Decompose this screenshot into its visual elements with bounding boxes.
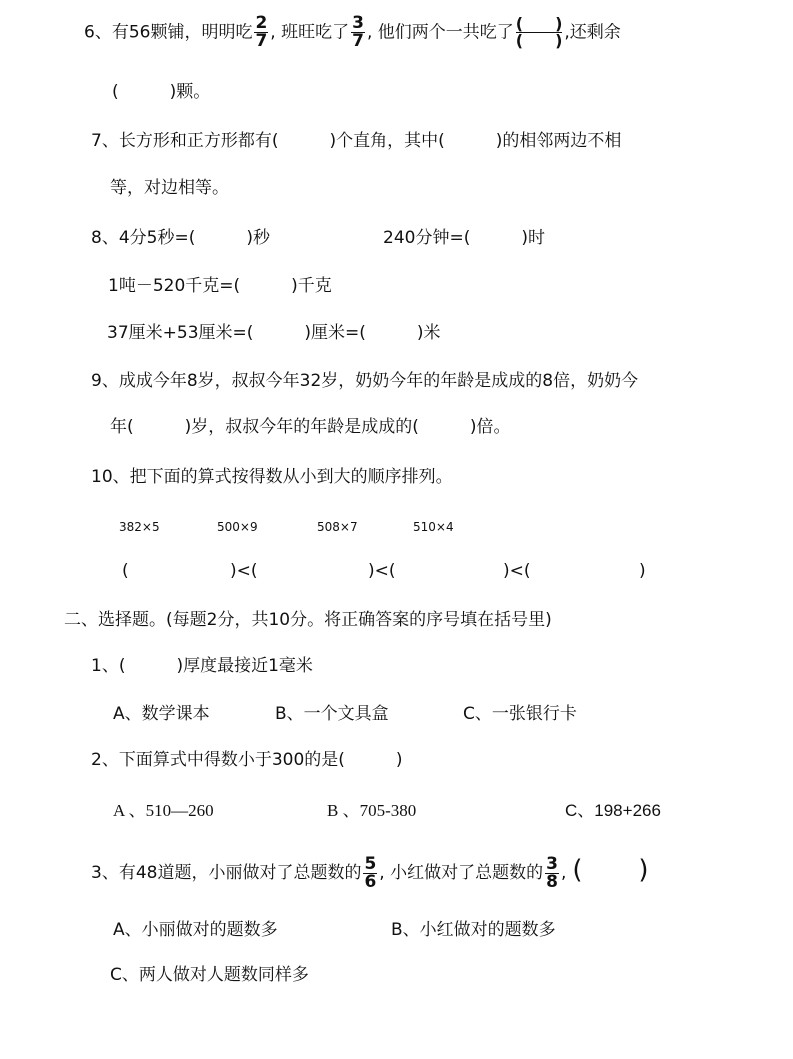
c3-frac2-numerator: 3 [546, 853, 558, 874]
c3-text-c: , [560, 863, 567, 883]
question-8-line-3: 37厘米+53厘米=( )厘米=( )米 [107, 323, 441, 343]
q6-blank-denominator: ( ) [515, 31, 563, 50]
c3-option-c[interactable]: C、两人做对人题数同样多 [110, 965, 309, 985]
question-7-line-2: 等，对边相等。 [110, 178, 229, 198]
choice-2-stem: 2、下面算式中得数小于300的是( ) [91, 750, 403, 770]
c3-frac1-denominator: 6 [364, 871, 377, 892]
q10-order-2: )<( [368, 561, 396, 581]
choice-3-stem [91, 852, 649, 891]
c3-frac2-denominator: 8 [546, 871, 558, 892]
q10-expr-1: 382×5 [119, 520, 160, 534]
question-7-line-1: 7、长方形和正方形都有( )个直角，其中( )的相邻两边不相 [91, 131, 622, 151]
q6-fraction-2 [351, 13, 365, 51]
q6-text-b: , 班旺吃了 [270, 22, 350, 43]
question-10-line-1: 10、把下面的算式按得数从小到大的顺序排列。 [91, 467, 453, 487]
q8-part-1: 8、4分5秒=( )秒 [91, 228, 270, 248]
choice-2-options [113, 800, 661, 822]
q6-frac2-denominator: 7 [352, 31, 364, 51]
c3-frac1-numerator: 5 [364, 853, 377, 874]
q6-frac1-denominator: 7 [255, 31, 268, 51]
c2-option-a[interactable]: A 、510—260 [113, 801, 214, 820]
c2-option-c[interactable]: C、198+266 [565, 801, 661, 820]
q10-expr-3: 508×7 [317, 520, 358, 534]
q10-expr-4: 510×4 [413, 520, 454, 534]
q6-text-d: ,还剩余 [564, 22, 621, 43]
q6-fraction-1 [254, 13, 268, 51]
question-8-line-1 [91, 227, 545, 249]
q10-order-blanks [122, 560, 646, 582]
q10-order-0: ( [122, 561, 129, 581]
question-6-line-2: ( )颗。 [112, 82, 211, 102]
c1-option-a[interactable]: A、数学课本 [113, 704, 210, 724]
q6-frac2-numerator: 3 [352, 13, 364, 33]
question-9-line-2: 年( )岁，叔叔今年的年龄是成成的( )倍。 [110, 417, 511, 437]
q10-order-3: )<( [503, 561, 531, 581]
q10-order-4: ) [639, 561, 646, 581]
q8-part-2: 240分钟=( )时 [383, 228, 545, 248]
q6-frac1-numerator: 2 [255, 13, 268, 33]
question-8-line-2: 1吨－520千克=( )千克 [108, 276, 332, 296]
q10-expressions [119, 516, 454, 538]
c1-option-b[interactable]: B、一个文具盒 [275, 704, 389, 724]
c3-fraction-1 [363, 853, 377, 892]
c3-option-b[interactable]: B、小红做对的题数多 [391, 920, 556, 940]
question-6-line-1 [84, 13, 621, 51]
c3-text-a: 3、有48道题，小丽做对了总题数的 [91, 863, 362, 883]
c3-fraction-2 [545, 853, 559, 892]
q6-text-c: , 他们两个一共吃了 [366, 22, 514, 43]
c3-option-a[interactable]: A、小丽做对的题数多 [113, 920, 278, 940]
q10-expr-2: 500×9 [217, 520, 258, 534]
c3-paren-open[interactable]: ( [572, 855, 583, 885]
q6-text-a: 6、有56颗铺，明明吃 [84, 22, 253, 43]
c2-option-b[interactable]: B 、705-380 [327, 801, 417, 820]
section-2-title: 二、选择题。(每题2分，共10分。将正确答案的序号填在括号里) [64, 610, 552, 630]
choice-1-options [113, 703, 577, 725]
q10-order-1: )<( [230, 561, 258, 581]
q6-blank-numerator: ( ) [515, 14, 563, 33]
q6-answer-fraction-blank[interactable] [516, 16, 563, 49]
c3-text-b: , 小红做对了总题数的 [379, 863, 544, 883]
question-9-line-1: 9、成成今年8岁，叔叔今年32岁，奶奶今年的年龄是成成的8倍，奶奶今 [91, 371, 639, 391]
choice-1-stem: 1、( )厚度最接近1毫米 [91, 656, 313, 676]
choice-3-options [113, 919, 556, 941]
c1-option-c[interactable]: C、一张银行卡 [463, 704, 577, 724]
c3-paren-close[interactable]: ) [638, 855, 649, 885]
